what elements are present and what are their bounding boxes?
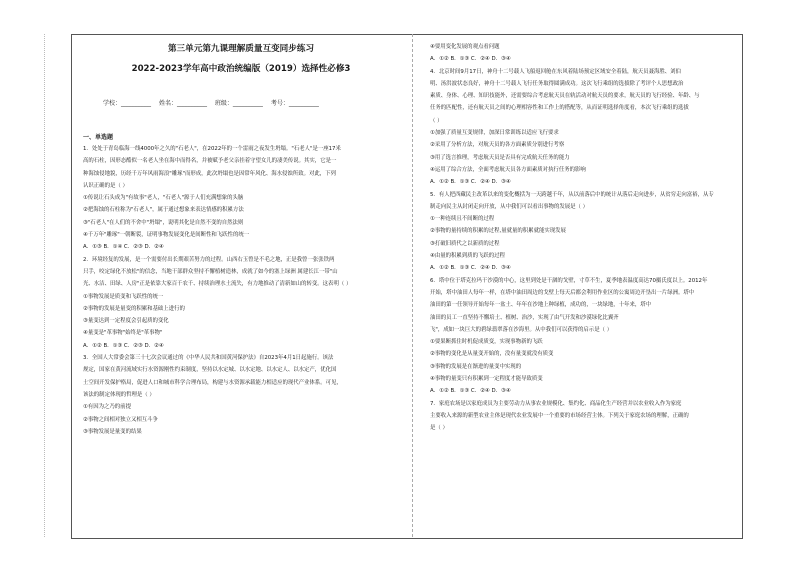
info-field-school[interactable]: 学校：__________ (103, 100, 152, 107)
info-field-class[interactable]: 班级：__________ (214, 100, 263, 107)
right-question-text (430, 41, 760, 435)
text-line: 6．塔中位于塔克拉玛干沙漠的中心，这里到处是干涸的戈壁，寸草不生，夏季地表温度高达70摄氏度以上。2012年 (430, 277, 708, 284)
text-line: 认识正确的是（ ） (83, 182, 128, 189)
text-line: ②把海蚀的石柱称为"石老人"，属于通过想象来表达情感的积累方法 (83, 207, 244, 214)
text-line: 光、水洁、田绿、人房"正是依靠大家百千农千、持续治理水土流失，有力地推动了清新如山的转变。这表明（ ） (83, 281, 352, 288)
text-line: A．①② B．①③ C．②④ D．③④ (430, 265, 511, 272)
text-line: 主要收入来源的新型农业主体是现代农业发展中一个重要的市场经营主体。下列关于家庭农场的理解，正确的 (430, 412, 689, 419)
info-field-name[interactable]: 姓名：__________ (158, 100, 207, 107)
text-line: ③"石老人"在人们的不舍中"坍塌"，说明其化是自然不变的自然法则 (83, 219, 244, 226)
text-line: ①加强了质量互变规律，加深日常训练以适应飞行要求 (430, 130, 559, 137)
text-line: ③打破旧质代之以新质的过程 (430, 240, 500, 247)
exam-subtitle: 2022-2023学年高中政治统编版（2019）选择性必修3 (131, 64, 351, 74)
text-line: ③用了选言推理，考虑航天员是否具有完成航天任务的能力 (430, 154, 570, 161)
text-line: 1．处处于青岛临海一线4000年之久的"石老人"，在2022年的一个雷雨之夜发生坍塌。"石老人"是一座17米 (83, 146, 341, 152)
text-line: ④量变是"革事物"始终是"革事物" (83, 330, 163, 337)
text-line: ④事物的量变只有积累到一定程度才能导致质变 (430, 376, 543, 383)
text-line: ③事物发展是量变的结果 (83, 428, 142, 435)
text-line: ④运用了综合方法，全面考虑航天员各方面素质对执行任务的影响 (430, 166, 586, 173)
text-line: 高的石柱，因形态酷似一名老人坐在海中而得名，并被赋予老父亲挂着守望女儿的凄美传说。其实，它是一 (83, 158, 337, 165)
text-line: 2．环境经复的发展，是一个需要付出长期艰苦努力的过程。山西右玉曾是不毛之地，正是我曾一张张铁两 (83, 256, 335, 263)
info-field-id[interactable]: 考号：__________ (270, 100, 319, 107)
text-line: ①要果断抓住时机促成质变，实现事物新的飞跃 (430, 339, 543, 346)
text-line: ③事物的发展是在渐进的量变中实现的 (430, 363, 522, 370)
text-line: 5．有人把西藏民主改革以来的变化概括为一天跨越千年，从以前落后中的统计从落后走向进步，从贫穷走向富裕，从专 (430, 191, 714, 198)
text-line: 7．家庭农场是以家庭成员为主要劳动力从事农业规模化、集约化、商品化生产经营并以农业收入作为家庭 (430, 400, 682, 407)
text-line: A．①② B．①③ C．②③ D．②④ (83, 342, 164, 349)
text-line: ③量变达到一定程度会引起质的变化 (83, 318, 169, 325)
text-line: 开始，塔中油田人每年一样，在塔中油田周边的戈壁上每天后都会利用作业区的公寓周边开垦出一片绿洲。塔中 (430, 289, 695, 296)
text-line: A．①② B．①③ C．②④ D．③④ (430, 179, 511, 186)
text-line: ①事物发展是质变和飞跃性的统一 (83, 293, 164, 300)
text-line: （ ） (430, 117, 443, 124)
exam-title: 第三单元第九课理解质量互变同步练习 (167, 44, 315, 54)
student-info (103, 100, 393, 108)
text-line: ④要用变化发展的观点看问题 (430, 44, 500, 50)
right-column (420, 0, 760, 562)
text-line: 4．北京时间9月17日，神舟十二号载人飞船返回舱在东风着陆场预定区域安全着陆，航天员聂海胜、刘伯 (430, 68, 681, 75)
text-line: 规定，国家在黄河流域实行水资源刚性约束制度，坚持以水定城、以水定地、以水定人、以水定产，优化国 (83, 367, 337, 374)
column-divider (412, 34, 413, 537)
text-line: 是（ ） (430, 425, 448, 432)
text-line: ④由量的积累到质的飞跃的过程 (430, 253, 505, 260)
text-line: 种海蚀侵地貌，历经千万年风雨海浪"雕琢"而形成，此次坍塌也是因常年风化、海水侵蚀所致。对此，下列 (83, 170, 336, 177)
text-line: 土空间开发保护格局，促进人口和城市科学合理布局，构建与水资源承载能力相适应的现代产业体系。可见， (83, 379, 342, 386)
text-line: ①一种连续且不间断的过程 (430, 216, 495, 223)
text-line: ①传说让石头成为"有故事"老人，"石老人"源于人们充满想象的头脑 (83, 195, 244, 202)
text-line: 飞"，成如一块巨大的碧绿翡翠落在沙海里。从中我们可以获得的启示是（ ） (430, 326, 613, 333)
text-line: A．①② B．①③ C．②④ D．③④ (430, 56, 511, 63)
text-line: ②事物的量持续的积累的过程,量就量的积累就能实现发展 (430, 228, 566, 235)
text-line: ①有因为之乃的前提 (83, 404, 131, 411)
text-line: 只手，咬定绿化不放松"的信念，当地干部群众坚持不懈植树造林，成就了如今的塞上绿洲 属建长江一带"山 (83, 268, 338, 275)
text-line: ②采用了分析方法，对航天员的各方面素质分别进行考察 (430, 142, 565, 149)
text-line: ②事物之间相对独立又相互斗争 (83, 416, 158, 423)
left-column (75, 0, 407, 562)
text-line: A．①② B．①③ C．②④ D．③④ (430, 388, 511, 395)
text-line: 制走向民主从封闭走向开放，从中我们可以看出事物的发展是（ ） (430, 203, 589, 210)
binding-line (44, 34, 45, 537)
text-line: 3．全国人大常委会第三十七次会议通过的《中华人民共和国黄河保护法》自2023年4月1日起施行。该法 (83, 355, 334, 362)
text-line: ④千万年"雕琢"一朝断裂，证明事物发展变化是间断性和飞跃性的统一 (83, 232, 250, 239)
text-line: 油田的第一任领导开始每年一盆土、年年在沙地上种绿植，成功的，一块绿地，十年来，塔中 (430, 302, 652, 309)
section-heading: 一、单选题 (83, 134, 114, 141)
text-line: 油田的员工一直坚持不懈培土、植树、治沙，实现了由气开发和沙漠绿化比翼齐 (430, 314, 619, 321)
text-line: 明、汤洪波状态良好，神舟十二号载人飞行任务取得圆满成功。这次飞行乘组的选拔除了考评个人思想政治 (430, 80, 684, 87)
text-line: 素质、身体、心理、知识技能外，还需要综合考虑航天员在轨活动对航天员的要求，航天员的飞行经验、年龄、与 (430, 93, 700, 100)
text-line: 该法的制定体现的哲理是（ ） (83, 391, 155, 398)
text-line: ②事物的变化是从量变开始的，没有量变就没有质变 (430, 351, 554, 358)
text-line: A．①③ B．①④ C．②③ D．②④ (83, 244, 164, 251)
left-question-text (83, 143, 407, 438)
text-line: ②事物的发展是量变的积累和基础上进行的 (83, 305, 185, 312)
text-line: 任务的匹配性，还有航天员之间的心理相容性和工作上的搭配等，从而证明选择角度看，本次飞行乘组的选拔 (430, 105, 689, 112)
